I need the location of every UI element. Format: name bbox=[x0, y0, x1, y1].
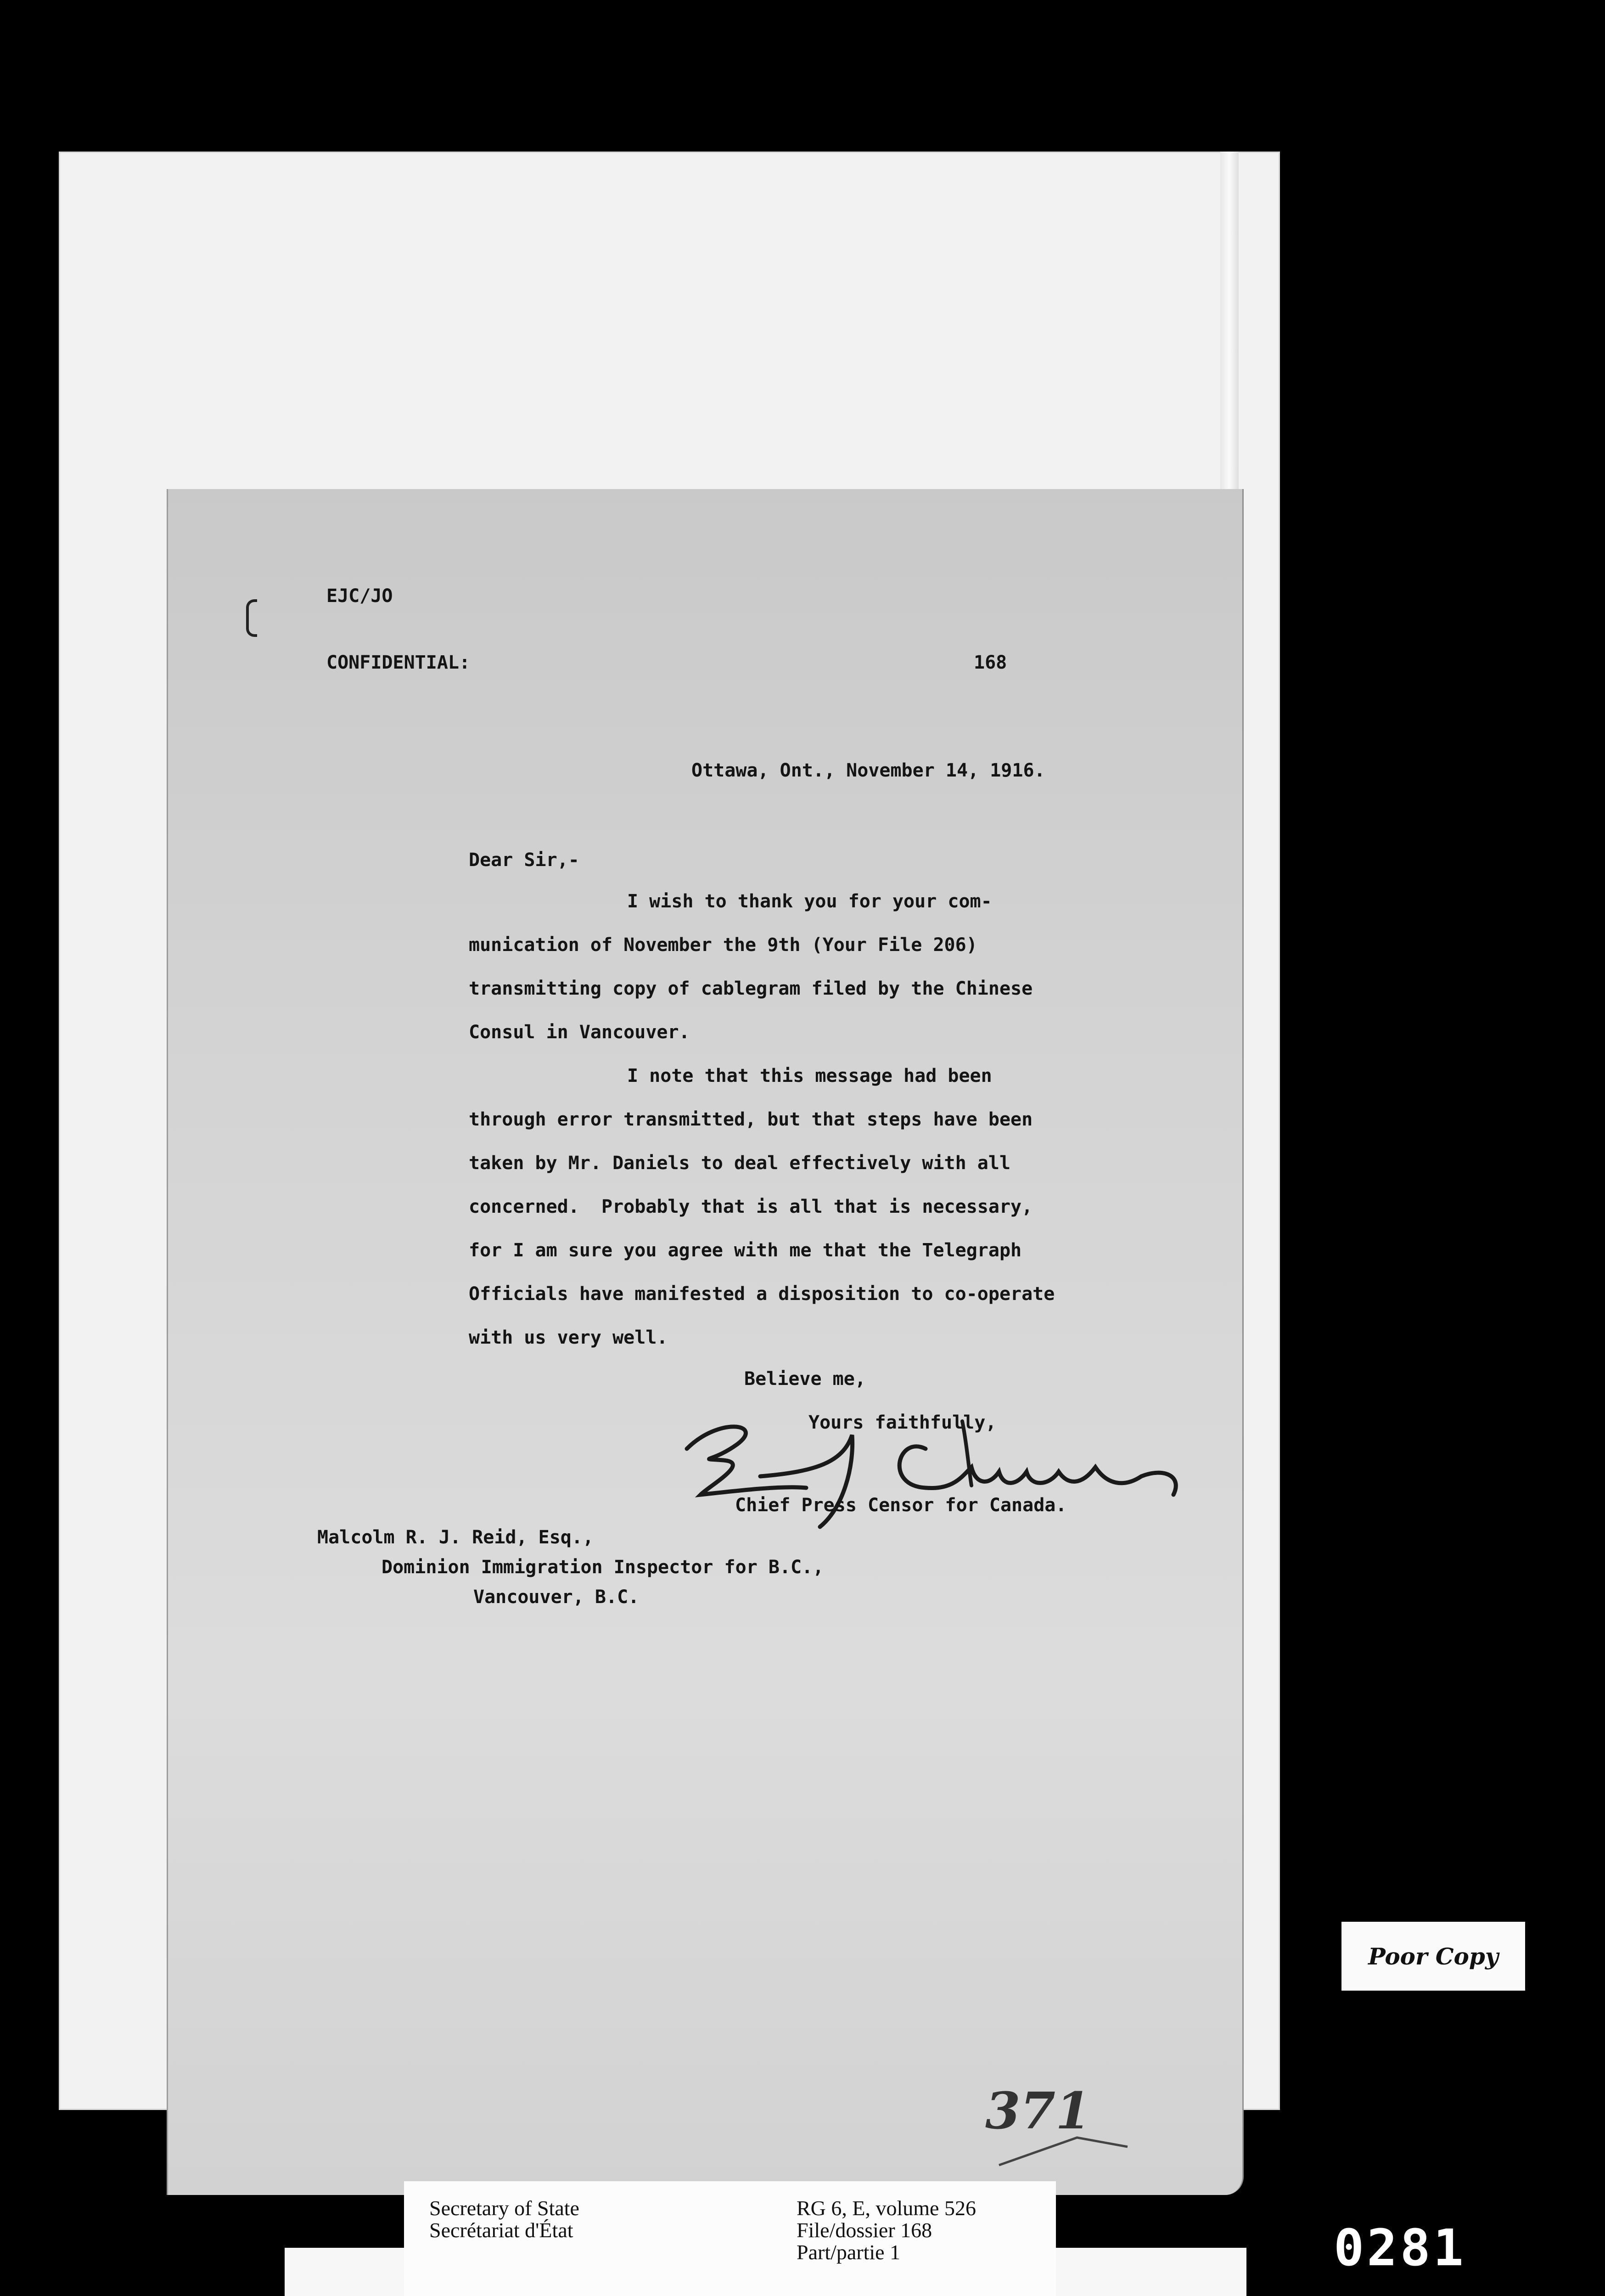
body-line: for I am sure you agree with me that the Telegraph bbox=[469, 1240, 1022, 1261]
poor-copy-note: Poor Copy bbox=[1341, 1922, 1525, 1991]
body-line: Officials have manifested a disposition to co-operate bbox=[469, 1283, 1055, 1305]
body-line: taken by Mr. Daniels to deal effectively with all bbox=[469, 1153, 1011, 1174]
reference-initials: EJC/JO bbox=[326, 585, 393, 607]
date-line: Ottawa, Ont., November 14, 1916. bbox=[691, 760, 1045, 781]
outer-sheet bbox=[59, 152, 1280, 2140]
record-group: RG 6, E, volume 526 bbox=[797, 2196, 976, 2220]
frame-number: 0281 bbox=[1334, 2218, 1466, 2277]
file-ref: File/dossier 168 bbox=[797, 2218, 932, 2242]
recipient-line: Vancouver, B.C. bbox=[473, 1587, 640, 1608]
department-en: Secretary of State bbox=[429, 2196, 579, 2220]
salutation: Dear Sir,- bbox=[469, 850, 579, 871]
recipient-line: Malcolm R. J. Reid, Esq., bbox=[317, 1527, 594, 1548]
body-line: munication of November the 9th (Your File 206) bbox=[469, 934, 977, 956]
body-line: with us very well. bbox=[469, 1327, 668, 1348]
pencil-number: 371 bbox=[985, 2081, 1091, 2140]
pencil-annotation bbox=[971, 2073, 1164, 2183]
recipient-line: Dominion Immigration Inspector for B.C., bbox=[382, 1557, 824, 1578]
signature-title: Chief Press Censor for Canada. bbox=[735, 1495, 1067, 1516]
body-line: concerned. Probably that is all that is necessary, bbox=[469, 1196, 1033, 1217]
closing-yours-faithfully: Yours faithfully, bbox=[808, 1412, 997, 1433]
department-fr: Secrétariat d'État bbox=[429, 2218, 573, 2242]
part-ref: Part/partie 1 bbox=[797, 2240, 901, 2264]
margin-mark bbox=[246, 599, 257, 637]
file-number: 168 bbox=[974, 652, 1007, 673]
letter-page bbox=[167, 489, 1244, 2195]
confidential-heading: CONFIDENTIAL: bbox=[326, 652, 471, 673]
body-line: through error transmitted, but that steps have been bbox=[469, 1109, 1033, 1130]
archive-label-card bbox=[404, 2181, 1056, 2296]
body-line: I note that this message had been bbox=[627, 1065, 992, 1086]
body-line: Consul in Vancouver. bbox=[469, 1022, 690, 1043]
handwritten-signature bbox=[668, 1407, 1219, 1536]
closing-believe-me: Believe me, bbox=[744, 1368, 866, 1390]
body-line: I wish to thank you for your com- bbox=[627, 891, 992, 912]
body-line: transmitting copy of cablegram filed by the Chinese bbox=[469, 978, 1033, 999]
